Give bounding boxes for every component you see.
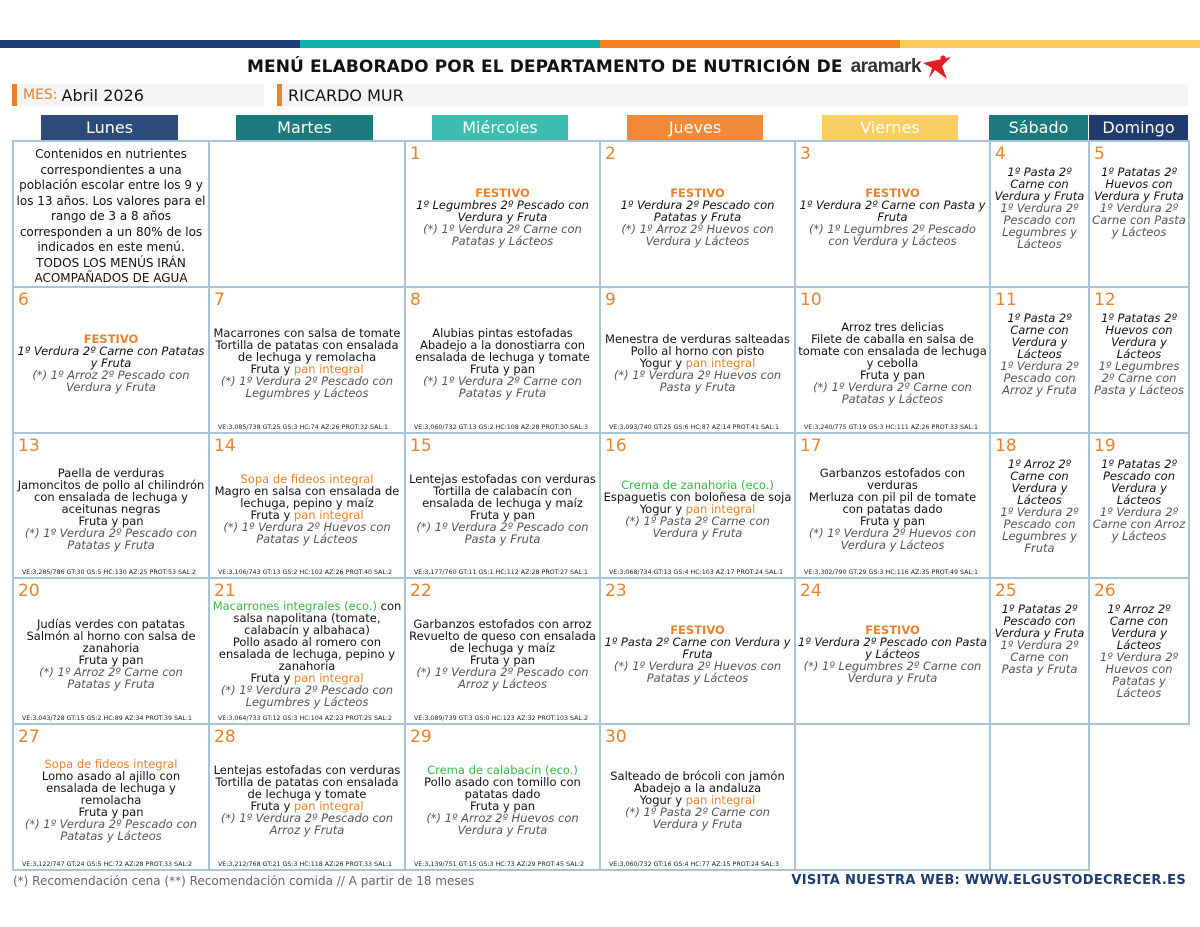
menu-text-tail: con salsa napolitana (tomate, calabacín y albahaca) [233,599,402,637]
menu-content [408,452,597,565]
menu-line: 1º Verdura 2º Pescado con Pasta y Lácteos [798,635,987,661]
menu-line: Fruta y pan [859,368,926,382]
menu-line: (*) 1º Verdura 2º Huevos con Patatas y Lácteos [223,519,391,546]
menu-content [408,306,597,420]
menu-line: Salteado de brócoli con jamón [610,769,785,783]
empty-cell [794,723,991,871]
menu-line: (*) 1º Verdura 2º Pescado con Legumbres y Lácteos [220,683,394,709]
title-text: MENÚ ELABORADO POR EL DEPARTAMENTO DE NUTRICIÓN DE [246,57,843,77]
menu-line: (*) 1º Verdura 2º Carne con Patatas y Lácteos [423,222,582,248]
nutrition-values: VE:3,093/740 GT:25 GS:6 HC:87 AZ:14 PROT:41 SAL:1 [609,424,780,431]
menu-text: Fruta y [250,799,294,813]
menu-line: (*) 1º Pasta 2º Carne con Verdura y Fruta [625,805,770,831]
menu-content [993,312,1086,396]
menu-content [603,306,792,420]
day-cell-26 [1088,577,1190,725]
school-bar [277,84,282,106]
day-number: 28 [214,727,236,747]
menu-line: 1º Arroz 2º Carne con Verdura y Lácteos [1107,602,1171,652]
menu-line: (*) 1º Verdura 2º Huevos con Verdura y Lácteos [808,525,977,552]
menu-content [993,458,1086,554]
day-number: 7 [214,290,225,310]
day-number: 30 [605,727,627,747]
month-bar [12,84,17,106]
menu-line: Macarrones con salsa de tomate [213,326,401,340]
menu-line: Sopa de fideos integral [240,471,374,486]
day-number: 20 [18,581,40,601]
day-cell-19 [1088,432,1190,579]
menu-content [16,306,206,420]
menu-content [212,306,402,420]
menu-content [212,743,402,857]
empty-cell [208,140,406,288]
intro-text [16,147,206,286]
nutrition-values: VE:3,060/732 GT:13 GS:2 HC:108 AZ:28 PROT:30 SAL:3 [414,424,589,431]
menu-line: 1º Pasta 2º Carne con Verdura y Fruta [604,635,791,661]
menu-line: Sopa de fideos integral [44,757,178,771]
pan-integral-text: pan integral [293,799,364,813]
pan-integral-text: pan integral [685,501,756,516]
menu-line: (*) 1º Verdura 2º Carne con Patatas y Lácteos [813,380,972,406]
day-cell-12 [1088,286,1190,434]
menu-line: FESTIVO [865,623,920,637]
day-header-viernes: Viernes [822,115,958,140]
menu-line: Fruta y pan [78,513,144,528]
menu-line: FESTIVO [475,186,530,200]
menu-line: FESTIVO [865,186,920,200]
menu-line: Fruta y pan [469,653,536,667]
day-number: 21 [214,581,236,601]
menu-line [212,600,402,636]
day-number: 23 [605,581,627,601]
aramark-star-icon [921,54,953,80]
menu-line: (*) 1º Verdura 2º Huevos con Patatas y Lácteos [613,659,782,685]
menu-line: (*) 1º Arroz 2º Carne con Patatas y Fruta [39,665,183,691]
menu-line: Salmón al horno con salsa de zanahoria [26,629,196,655]
menu-line: (*) 1º Verdura 2º Pescado con Patatas y Lácteos [24,817,198,843]
bar-segment-yellow [900,40,1200,48]
menu-line: (*) 1º Legumbres 2º Pescado con Verdura y Lácteos [809,222,976,248]
intro-cell [12,140,210,288]
day-number: 24 [800,581,822,601]
menu-content [1092,458,1186,542]
nutrition-values: VE:3,106/743 GT:13 GS:2 HC:102 AZ:26 PROT:40 SAL:2 [218,569,393,576]
day-cell-14 [208,432,406,579]
menu-content [408,160,597,274]
day-number: 4 [995,144,1006,164]
menu-content [603,160,792,274]
day-number: 27 [18,727,40,747]
menu-line: 1º Verdura 2º Pescado con Arroz y Fruta [1000,359,1079,397]
menu-line: 1º Legumbres 2º Carne con Pasta y Lácteos [1093,359,1185,397]
menu-content [1092,603,1186,699]
nutrition-values: VE:3,043/728 GT:15 GS:2 HC:89 AZ:34 PROT:39 SAL:1 [22,715,193,722]
menu-line: 1º Legumbres 2º Pescado con Verdura y Fruta [416,198,589,224]
day-number: 5 [1094,144,1105,164]
menu-line: Crema de zanahoria (eco.) [621,477,774,492]
menu-text: Fruta y [250,362,294,376]
menu-line [603,503,792,515]
menu-line: (*) 1º Arroz 2º Pescado con Verdura y Fruta [32,368,190,394]
bar-segment-navy [0,40,300,48]
menu-line: (*) 1º Verdura 2º Huevos con Pasta y Fruta [613,368,782,394]
menu-content [16,597,206,711]
intro-paragraph: Contenidos en nutrientes correspondientes a una población escolar entre los 9 y los 13 años. Los valores para el rango de 3 a 8 años corresponden a un 80% de los indicados en este menú. [16,147,206,255]
menu-line: 1º Pasta 2º Carne con Verdura y Lácteos [1007,311,1072,361]
day-cell-4 [989,140,1090,288]
pan-integral-text: pan integral [293,362,364,376]
menu-line: 1º Verdura 2º Pescado con Patatas y Fruta [620,198,775,224]
menu-line: Espaguetis con boloñesa de soja [603,489,792,504]
nutrition-values: VE:3,212/768 GT:21 GS:3 HC:118 AZ:26 PROT:33 SAL:1 [218,861,393,868]
menu-line: Paella de verduras [57,465,165,480]
menu-line: Abadejo a la donostiarra con ensalada de lechuga y tomate [415,338,590,364]
nutrition-values: VE:3,060/732 GT:16 GS:4 HC:77 AZ:15 PROT:24 SAL:3 [609,861,780,868]
menu-line: Jamoncitos de pollo al chilindrón con ensalada de lechuga y aceitunas negras [17,477,205,516]
menu-line: 1º Verdura 2º Carne con Pasta y Lácteos [1092,201,1186,239]
menu-line: (*) 1º Verdura 2º Pescado con Arroz y Fruta [220,811,394,837]
pan-integral-text: pan integral [293,507,364,522]
menu-line: Fruta y pan [78,653,144,667]
menu-line: Judías verdes con patatas [36,617,186,631]
menu-content [16,743,206,857]
menu-line: (*) 1º Verdura 2º Carne con Patatas y Fruta [423,374,582,400]
day-number: 8 [410,290,421,310]
day-number: 10 [800,290,822,310]
menu-text: Macarrones integrales (eco.) [212,599,377,613]
bar-segment-teal [300,40,600,48]
day-header-domingo: Domingo [1089,115,1188,140]
day-number: 13 [18,436,40,456]
bar-segment-orange [600,40,900,48]
day-cell-29 [404,723,601,871]
day-number: 12 [1094,290,1116,310]
day-header-miércoles: Miércoles [432,115,568,140]
footer-note: (*) Recomendación cena (**) Recomendación comida // A partir de 18 meses [13,874,475,888]
menu-line: Garbanzos estofados con verduras [819,465,966,492]
menu-content [212,452,402,565]
day-number: 14 [214,436,236,456]
menu-line: Fruta y pan [78,805,144,819]
menu-content [798,597,987,711]
menu-content [408,743,597,857]
menu-text: Yogur y [639,356,686,370]
nutrition-values: VE:3,285/786 GT:30 GS:5 HC:130 AZ:25 PROT:53 SAL:2 [22,569,197,576]
menu-line: (*) 1º Verdura 2º Pescado con Arroz y Lácteos [416,665,589,691]
menu-content [603,743,792,857]
menu-line: 1º Verdura 2º Huevos con Patatas y Lácteos [1099,650,1179,700]
menu-line: (*) 1º Pasta 2º Carne con Verdura y Fruta [625,513,770,540]
pan-integral-text: pan integral [293,671,364,685]
menu-line: Tortilla de calabacín con ensalada de lechuga y maíz [422,483,583,510]
menu-line: (*) 1º Legumbres 2º Carne con Verdura y Fruta [803,659,982,685]
month-value: Abril 2026 [61,85,144,105]
month-field [12,84,264,106]
menu-content [408,597,597,711]
menu-line: 1º Verdura 2º Carne con Pasta y Fruta [799,198,986,224]
day-number: 1 [410,144,421,164]
day-header-martes: Martes [236,115,373,140]
menu-line: Tortilla de patatas con ensalada de lechuga y remolacha [215,338,399,364]
nutrition-values: VE:3,122/747 GT:24 GS:5 HC:72 AZ:28 PROT:33 SAL:2 [22,861,193,868]
top-color-bar [0,40,1200,48]
menu-line: (*) 1º Arroz 2º Huevos con Verdura y Lácteos [621,222,774,248]
nutrition-values: VE:3,302/790 GT:29 GS:3 HC:116 AZ:35 PROT:49 SAL:1 [804,569,979,576]
day-cell-13 [12,432,210,579]
menu-content [798,160,987,274]
day-header-sábado: Sábado [989,115,1088,140]
menu-line: 1º Verdura 2º Pescado con Legumbres y Fruta [1000,505,1079,555]
day-number: 11 [995,290,1017,310]
menu-line: (*) 1º Verdura 2º Pescado con Legumbres y Lácteos [220,374,394,400]
day-cell-17 [794,432,991,579]
nutrition-values: VE:3,085/738 GT:25 GS:3 HC:74 AZ:26 PROT:32 SAL:1 [218,424,389,431]
day-cell-22 [404,577,601,725]
menu-line: Lomo asado al ajillo con ensalada de lechuga y remolacha [41,769,181,807]
menu-line: Fruta y pan [469,507,536,522]
day-cell-20 [12,577,210,725]
menu-line: FESTIVO [83,332,139,346]
day-header-lunes: Lunes [41,115,178,140]
menu-line: 1º Verdura 2º Pescado con Legumbres y Lácteos [1000,201,1079,251]
day-cell-27 [12,723,210,871]
menu-text: Yogur y [639,501,686,516]
day-header-jueves: Jueves [627,115,763,140]
day-cell-11 [989,286,1090,434]
menu-content [1092,166,1186,238]
day-cell-8 [404,286,601,434]
menu-line: 1º Verdura 2º Carne con Arroz y Lácteos [1092,505,1186,543]
day-number: 19 [1094,436,1116,456]
menu-text: Fruta y [250,507,294,522]
day-cell-1 [404,140,601,288]
footer-website-link[interactable]: VISITA NUESTRA WEB: WWW.ELGUSTODECRECER.ES [791,873,1186,888]
menu-line: Merluza con pil pil de tomate con patatas dado [808,489,977,516]
menu-content [993,603,1086,675]
day-cell-21 [208,577,406,725]
month-label: MES: [23,87,58,103]
menu-content [1092,312,1186,396]
menu-line: Arroz tres delicias [841,320,944,334]
day-number: 18 [995,436,1017,456]
menu-line: 1º Arroz 2º Carne con Verdura y Lácteos [1007,457,1072,507]
menu-content [212,597,402,711]
day-cell-7 [208,286,406,434]
empty-cell [989,723,1090,871]
menu-line: 1º Verdura 2º Carne con Patatas y Fruta [17,344,205,370]
menu-line: 1º Patatas 2º Pescado con Verdura y Lácteos [1101,457,1177,507]
day-number: 6 [18,290,29,310]
nutrition-values: VE:3,240/775 GT:19 GS:3 HC:111 AZ:26 PROT:33 SAL:1 [804,424,979,431]
menu-content [993,166,1086,250]
day-cell-25 [989,577,1090,725]
day-number: 9 [605,290,616,310]
menu-line: 1º Patatas 2º Huevos con Verdura y Lácteos [1101,311,1177,361]
menu-line: FESTIVO [670,623,725,637]
menu-line: FESTIVO [670,186,725,200]
menu-line: 1º Patatas 2º Huevos con Verdura y Fruta [1094,165,1184,203]
pan-integral-text: pan integral [685,793,756,807]
menu-line [212,509,402,521]
menu-line: (*) 1º Arroz 2º Huevos con Verdura y Fruta [426,811,579,837]
menu-line: (*) 1º Verdura 2º Pescado con Patatas y Fruta [24,525,198,552]
menu-line: Pollo asado al romero con ensalada de lechuga, pepino y zanahoria [218,635,396,673]
day-cell-28 [208,723,406,871]
menu-content [603,452,792,565]
day-cell-18 [989,432,1090,579]
menu-content [603,597,792,711]
menu-content [798,306,987,420]
aramark-logo [851,54,953,80]
day-number: 3 [800,144,811,164]
day-cell-2 [599,140,796,288]
menu-line: Magro en salsa con ensalada de lechuga, pepino y maíz [214,483,400,510]
menu-line: Pollo asado con tomillo con patatas dado [424,775,581,801]
menu-line: Abadejo a la andaluza [633,781,762,795]
nutrition-values: VE:3,068/734 GT:13 GS:4 HC:103 AZ:17 PROT:24 SAL:1 [609,569,784,576]
menu-line: Lentejas estofadas con verduras [213,763,401,777]
day-number: 16 [605,436,627,456]
school-name: RICARDO MUR [288,85,404,105]
menu-line: Menestra de verduras salteadas [605,332,790,346]
menu-line: (*) 1º Verdura 2º Pescado con Pasta y Fruta [416,519,589,546]
logo-text: aramark [850,56,922,77]
day-cell-15 [404,432,601,579]
nutrition-values: VE:3,177/760 GT:11 GS:1 HC:112 AZ:28 PROT:27 SAL:1 [414,569,589,576]
day-number: 2 [605,144,616,164]
school-field [277,84,1188,106]
intro-water-note: TODOS LOS MENÚS IRÁN ACOMPAÑADOS DE AGUA [34,255,188,286]
day-cell-30 [599,723,796,871]
day-number: 29 [410,727,432,747]
menu-line: Fruta y pan [469,799,536,813]
day-number: 22 [410,581,432,601]
day-number: 17 [800,436,822,456]
menu-line: Fruta y pan [469,362,536,376]
day-cell-3 [794,140,991,288]
nutrition-values: VE:3,064/733 GT:12 GS:3 HC:104 AZ:23 PROT:25 SAL:2 [218,715,393,722]
nutrition-values: VE:3,089/739 GT:3 GS:0 HC:123 AZ:32 PROT:103 SAL:2 [414,715,589,722]
day-cell-24 [794,577,991,725]
menu-text: Fruta y [250,671,294,685]
day-cell-9 [599,286,796,434]
page-title [0,55,1200,79]
nutrition-values: VE:3,139/751 GT:15 GS:3 HC:73 AZ:29 PROT:45 SAL:2 [414,861,585,868]
menu-content [16,452,206,565]
menu-line: Fruta y pan [859,513,926,528]
menu-line: Tortilla de patatas con ensalada de lechuga y tomate [215,775,399,801]
menu-line: Filete de caballa en salsa de tomate con ensalada de lechuga y cebolla [798,332,987,370]
day-number: 25 [995,581,1017,601]
menu-line: Garbanzos estofados con arroz [413,617,592,631]
day-cell-16 [599,432,796,579]
menu-line: 1º Pasta 2º Carne con Verdura y Fruta [994,165,1085,203]
day-number: 15 [410,436,432,456]
menu-line: Lentejas estofadas con verduras [409,471,596,486]
day-cell-5 [1088,140,1190,288]
day-cell-23 [599,577,796,725]
pan-integral-text: pan integral [685,356,756,370]
menu-text: Yogur y [639,793,686,807]
menu-line: 1º Patatas 2º Pescado con Verdura y Fruta [994,602,1085,640]
menu-line: Pollo al horno con pisto [630,344,765,358]
menu-content [798,452,987,565]
menu-line: Crema de calabacín (eco.) [427,763,578,777]
menu-line: Revuelto de queso con ensalada de lechuga y maíz [409,629,596,655]
day-number: 26 [1094,581,1116,601]
day-cell-10 [794,286,991,434]
day-cell-6 [12,286,210,434]
menu-line: Alubias pintas estofadas [432,326,573,340]
menu-line: 1º Verdura 2º Carne con Pasta y Fruta [1000,638,1079,676]
